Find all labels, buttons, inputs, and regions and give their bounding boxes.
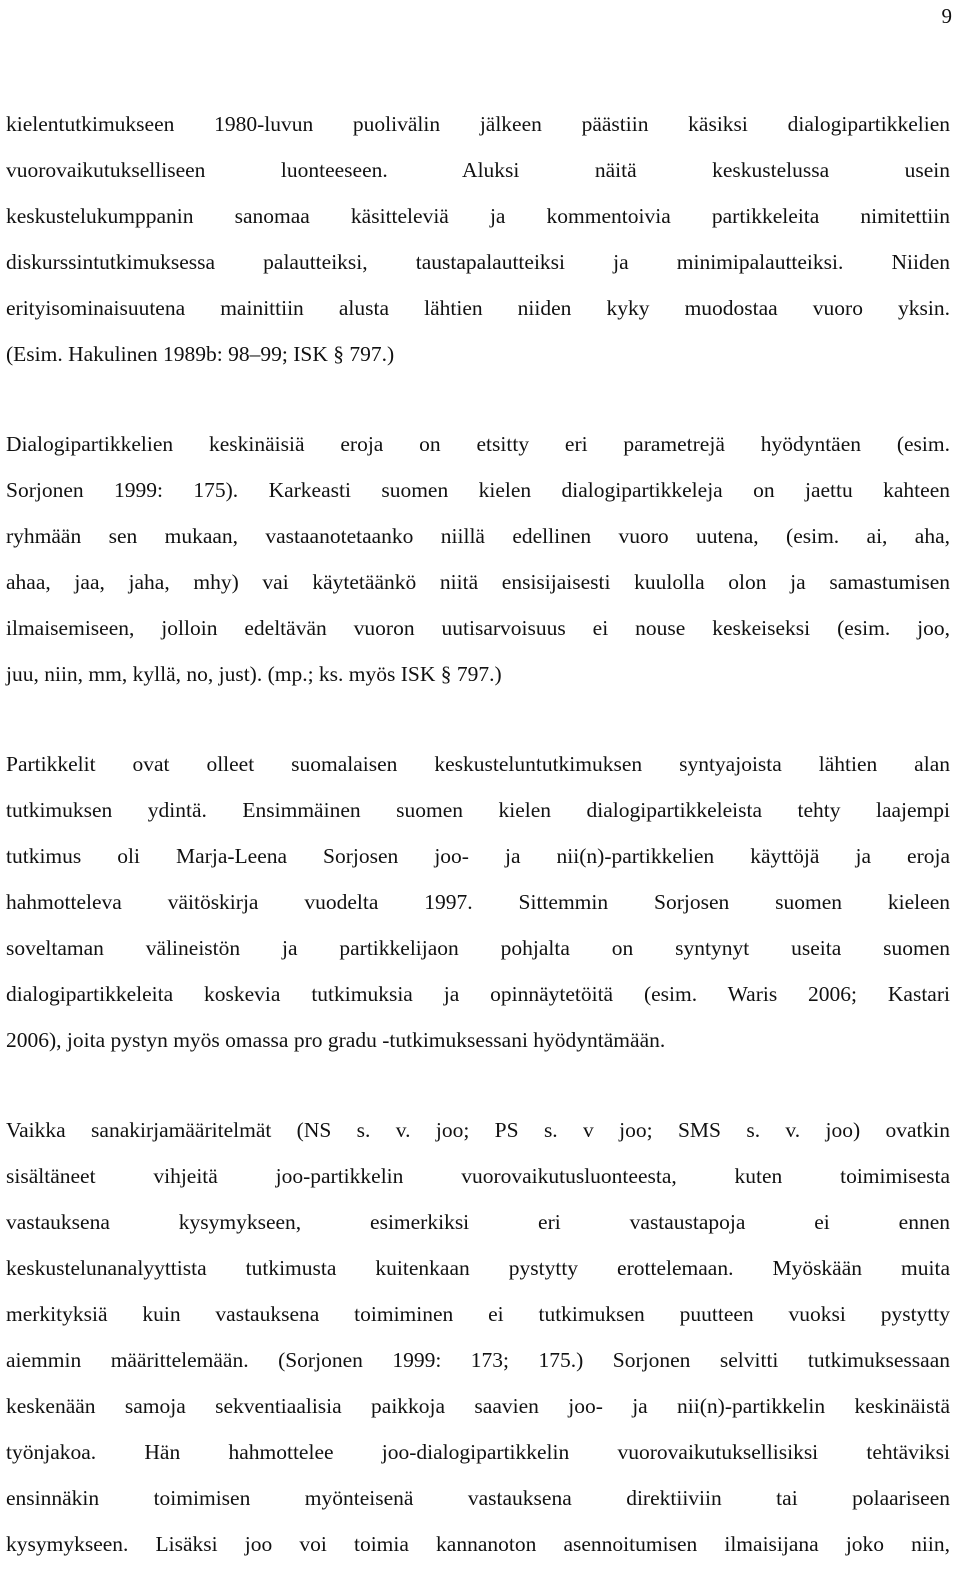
text-line: ahaa, jaa, jaha, mhy) vai käytetäänkö niitä ensisijaisesti kuulolla olon ja samastumisen — [6, 570, 950, 594]
text-line: dialogipartikkeleita koskevia tutkimuksia ja opinnäytetöitä (esim. Waris 2006; Kastari — [6, 982, 950, 1006]
text-line: kielentutkimukseen 1980-luvun puolivälin jälkeen päästiin käsiksi dialogipartikkelien — [6, 112, 950, 136]
text-line: kysymykseen. Lisäksi joo voi toimia kannanoton asennoitumisen ilmaisijana joko niin, — [6, 1532, 950, 1556]
paragraph — [6, 1107, 950, 1567]
paragraph — [6, 101, 950, 377]
text-line: Dialogipartikkelien keskinäisiä eroja on etsitty eri parametrejä hyödyntäen (esim. — [6, 432, 950, 456]
text-line: keskustelukumppanin sanomaa käsitteleviä ja kommentoivia partikkeleita nimitettiin — [6, 204, 950, 228]
page-number: 9 — [941, 4, 952, 28]
text-line: työnjakoa. Hän hahmottelee joo-dialogipartikkelin vuorovaikutuksellisiksi tehtäviksi — [6, 1440, 950, 1464]
text-line: diskurssintutkimuksessa palautteiksi, taustapalautteiksi ja minimipalautteiksi. Niiden — [6, 250, 950, 274]
document-body — [6, 101, 950, 1567]
paragraph — [6, 741, 950, 1063]
text-line: vuorovaikutukselliseen luonteeseen. Aluksi näitä keskustelussa usein — [6, 158, 950, 182]
paragraph-gap — [6, 1063, 950, 1107]
text-line: aiemmin määrittelemään. (Sorjonen 1999: 173; 175.) Sorjonen selvitti tutkimuksessaan — [6, 1348, 950, 1372]
paragraph-gap — [6, 377, 950, 421]
text-line: Vaikka sanakirjamääritelmät (NS s. v. joo; PS s. v joo; SMS s. v. joo) ovatkin — [6, 1118, 950, 1142]
text-line: tutkimuksen ydintä. Ensimmäinen suomen kielen dialogipartikkeleista tehty laajempi — [6, 798, 950, 822]
text-line: Partikkelit ovat olleet suomalaisen keskusteluntutkimuksen syntyajoista lähtien alan — [6, 752, 950, 776]
paragraph-gap — [6, 697, 950, 741]
text-line: ensinnäkin toimimisen myönteisenä vastauksena direktiiviin tai polaariseen — [6, 1486, 950, 1510]
text-line: vastauksena kysymykseen, esimerkiksi eri vastaustapoja ei ennen — [6, 1210, 950, 1234]
paragraph — [6, 421, 950, 697]
text-line: hahmotteleva väitöskirja vuodelta 1997. Sittemmin Sorjosen suomen kieleen — [6, 890, 950, 914]
text-line: tutkimus oli Marja-Leena Sorjosen joo- ja nii(n)-partikkelien käyttöjä ja eroja — [6, 844, 950, 868]
text-line: sisältäneet vihjeitä joo-partikkelin vuorovaikutusluonteesta, kuten toimimisesta — [6, 1164, 950, 1188]
text-line: erityisominaisuutena mainittiin alusta lähtien niiden kyky muodostaa vuoro yksin. — [6, 296, 950, 320]
text-line: ilmaisemiseen, jolloin edeltävän vuoron uutisarvoisuus ei nouse keskeiseksi (esim. joo, — [6, 616, 950, 640]
text-line: soveltaman välineistön ja partikkelijaon pohjalta on syntynyt useita suomen — [6, 936, 950, 960]
text-line: 2006), joita pystyn myös omassa pro gradu -tutkimuksessani hyödyntämään. — [6, 1028, 666, 1052]
text-line: keskenään samoja sekventiaalisia paikkoja saavien joo- ja nii(n)-partikkelin keskinäistä — [6, 1394, 950, 1418]
text-line: merkityksiä kuin vastauksena toimiminen ei tutkimuksen puutteen vuoksi pystytty — [6, 1302, 950, 1326]
text-line: (Esim. Hakulinen 1989b: 98–99; ISK § 797.) — [6, 342, 395, 366]
text-line: keskustelunanalyyttista tutkimusta kuitenkaan pystytty erottelemaan. Myöskään muita — [6, 1256, 950, 1280]
text-line: juu, niin, mm, kyllä, no, just). (mp.; ks. myös ISK § 797.) — [6, 662, 502, 686]
text-line: ryhmään sen mukaan, vastaanotetaanko niillä edellinen vuoro uutena, (esim. ai, aha, — [6, 524, 950, 548]
text-line: Sorjonen 1999: 175). Karkeasti suomen kielen dialogipartikkeleja on jaettu kahteen — [6, 478, 950, 502]
